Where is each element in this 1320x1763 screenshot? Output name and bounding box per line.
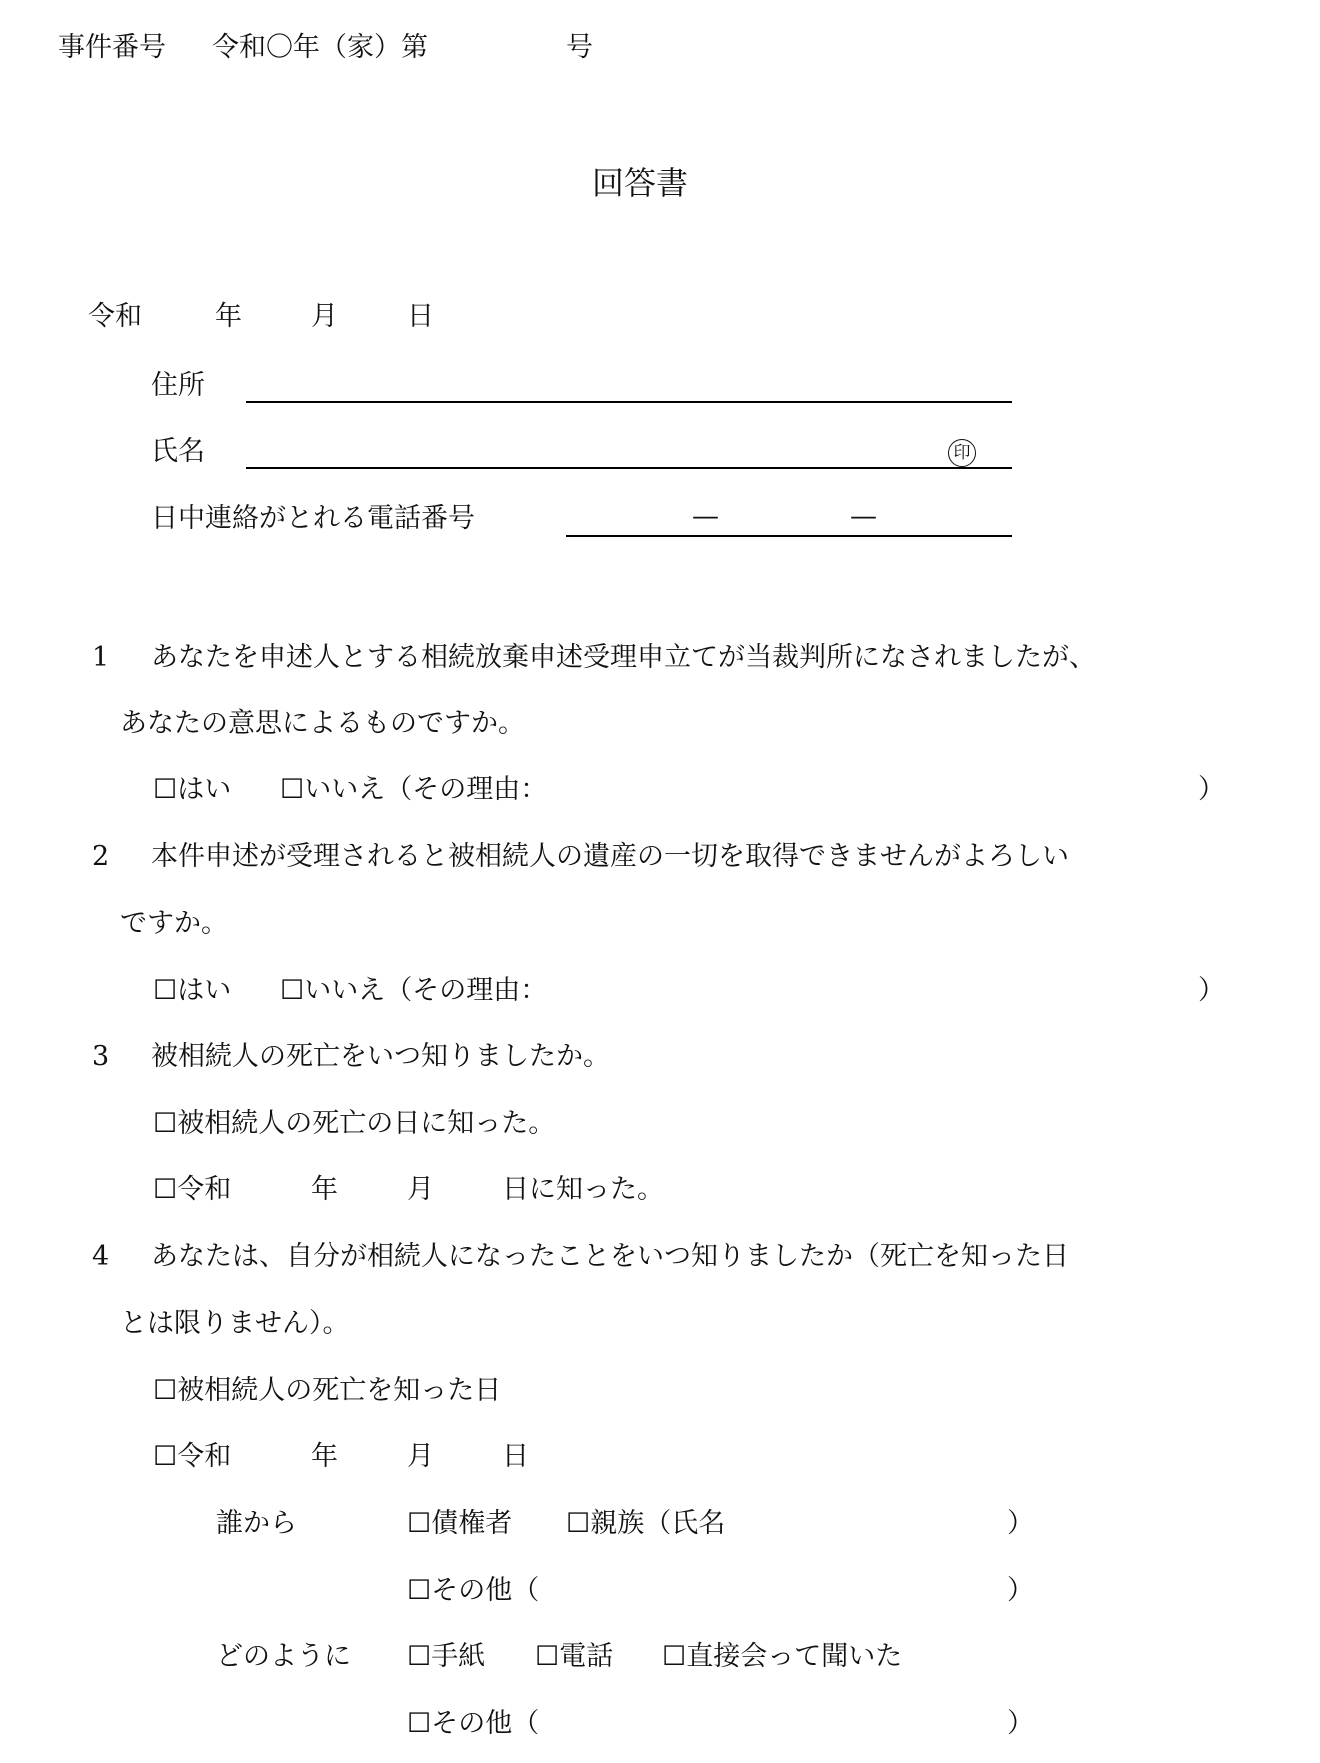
document-title: 回答書 [592, 164, 689, 202]
q4-from-label: 誰から [216, 1508, 297, 1539]
address-field[interactable] [246, 401, 1012, 403]
address-label: 住所 [151, 370, 205, 401]
name-label: 氏名 [151, 436, 205, 467]
q4-from-creditor-label: 債権者 [431, 1508, 513, 1539]
checkbox[interactable]: ☐ [662, 1641, 687, 1672]
q3-option-b-year: 年 [311, 1174, 338, 1205]
q2-yes-label: はい [177, 975, 232, 1006]
q3-option-b[interactable] [153, 1176, 231, 1203]
q4-from-creditor[interactable] [407, 1510, 512, 1537]
q4-option-b-month: 月 [407, 1441, 434, 1472]
q4-from-relative-label: 親族（氏名 [590, 1508, 726, 1539]
q4-from-other-close: ） [1007, 1575, 1034, 1606]
q4-how-other-label: その他（ [431, 1708, 540, 1739]
q2-no-label: いいえ（その理由： [304, 975, 548, 1006]
q4-from-relative[interactable] [566, 1510, 725, 1537]
q3-option-a[interactable] [153, 1110, 555, 1137]
q2-number: 2 [92, 841, 110, 872]
q1-close-paren: ） [1198, 774, 1225, 805]
q3-option-b-day: 日に知った。 [502, 1174, 664, 1205]
checkbox[interactable]: ☐ [153, 1375, 178, 1406]
checkbox[interactable]: ☐ [280, 774, 305, 805]
seal-mark: 印 [948, 439, 976, 467]
q2-yes-option[interactable] [153, 977, 231, 1004]
q1-number: 1 [92, 642, 110, 673]
q4-option-a-label: 被相続人の死亡を知った日 [177, 1375, 502, 1406]
q4-how-direct[interactable] [662, 1643, 902, 1670]
q1-yes-option[interactable] [153, 776, 231, 803]
date-era: 令和 [88, 301, 142, 332]
checkbox[interactable]: ☐ [407, 1508, 432, 1539]
q2-no-option[interactable] [280, 977, 547, 1004]
checkbox[interactable]: ☐ [407, 1575, 432, 1606]
q4-option-b-day: 日 [502, 1441, 529, 1472]
q4-how-letter-label: 手紙 [431, 1641, 486, 1672]
checkbox[interactable]: ☐ [153, 1174, 178, 1205]
q4-option-b-era: 令和 [177, 1441, 232, 1472]
case-number-suffix: 号 [566, 32, 593, 63]
checkbox[interactable]: ☐ [153, 1441, 178, 1472]
q3-option-b-month: 月 [407, 1174, 434, 1205]
q4-how-direct-label: 直接会って聞いた [686, 1641, 903, 1672]
checkbox[interactable]: ☐ [280, 975, 305, 1006]
q2-text-line1: 本件申述が受理されると被相続人の遺産の一切を取得できませんがよろしい [151, 841, 1069, 872]
q4-option-a[interactable] [153, 1377, 501, 1404]
q4-how-letter[interactable] [407, 1643, 485, 1670]
checkbox[interactable]: ☐ [535, 1641, 560, 1672]
q1-yes-label: はい [177, 774, 232, 805]
case-number-label: 事件番号 [58, 32, 166, 63]
q3-text-line1: 被相続人の死亡をいつ知りましたか。 [151, 1041, 610, 1072]
phone-dash-1: — [692, 501, 719, 532]
date-month: 月 [311, 301, 338, 332]
q1-text-line1: あなたを申述人とする相続放棄申述受理申立てが当裁判所になされましたが、 [151, 642, 1096, 673]
phone-field[interactable] [566, 535, 1012, 537]
q4-text-line2: とは限りません）。 [120, 1308, 350, 1339]
checkbox[interactable]: ☐ [153, 774, 178, 805]
q2-text-line2: ですか。 [120, 908, 228, 939]
q1-no-label: いいえ（その理由： [304, 774, 548, 805]
checkbox[interactable]: ☐ [153, 975, 178, 1006]
q4-from-other[interactable] [407, 1577, 539, 1604]
q4-option-b-year: 年 [311, 1441, 338, 1472]
phone-label: 日中連絡がとれる電話番号 [151, 503, 475, 534]
date-year: 年 [215, 301, 242, 332]
q3-option-a-label: 被相続人の死亡の日に知った。 [177, 1108, 556, 1139]
q4-how-other[interactable] [407, 1710, 539, 1737]
q3-number: 3 [92, 1041, 110, 1072]
phone-dash-2: — [850, 501, 877, 532]
checkbox[interactable]: ☐ [566, 1508, 591, 1539]
q4-how-other-close: ） [1007, 1708, 1034, 1739]
q3-option-b-era: 令和 [177, 1174, 232, 1205]
name-field[interactable] [246, 467, 1012, 469]
q2-close-paren: ） [1198, 975, 1225, 1006]
checkbox[interactable]: ☐ [153, 1108, 178, 1139]
q1-text-line2: あなたの意思によるものですか。 [120, 708, 525, 739]
q4-option-b[interactable] [153, 1443, 231, 1470]
q4-text-line1: あなたは、自分が相続人になったことをいつ知りましたか（死亡を知った日 [151, 1241, 1069, 1272]
q4-how-phone-label: 電話 [559, 1641, 614, 1672]
q1-no-option[interactable] [280, 776, 547, 803]
checkbox[interactable]: ☐ [407, 1641, 432, 1672]
q4-from-other-label: その他（ [431, 1575, 540, 1606]
q4-how-phone[interactable] [535, 1643, 613, 1670]
q4-number: 4 [92, 1241, 110, 1272]
checkbox[interactable]: ☐ [407, 1708, 432, 1739]
q4-from-relative-close: ） [1007, 1508, 1034, 1539]
case-number-era: 令和〇年（家）第 [212, 32, 428, 63]
date-day: 日 [407, 301, 434, 332]
q4-how-label: どのように [216, 1641, 351, 1672]
